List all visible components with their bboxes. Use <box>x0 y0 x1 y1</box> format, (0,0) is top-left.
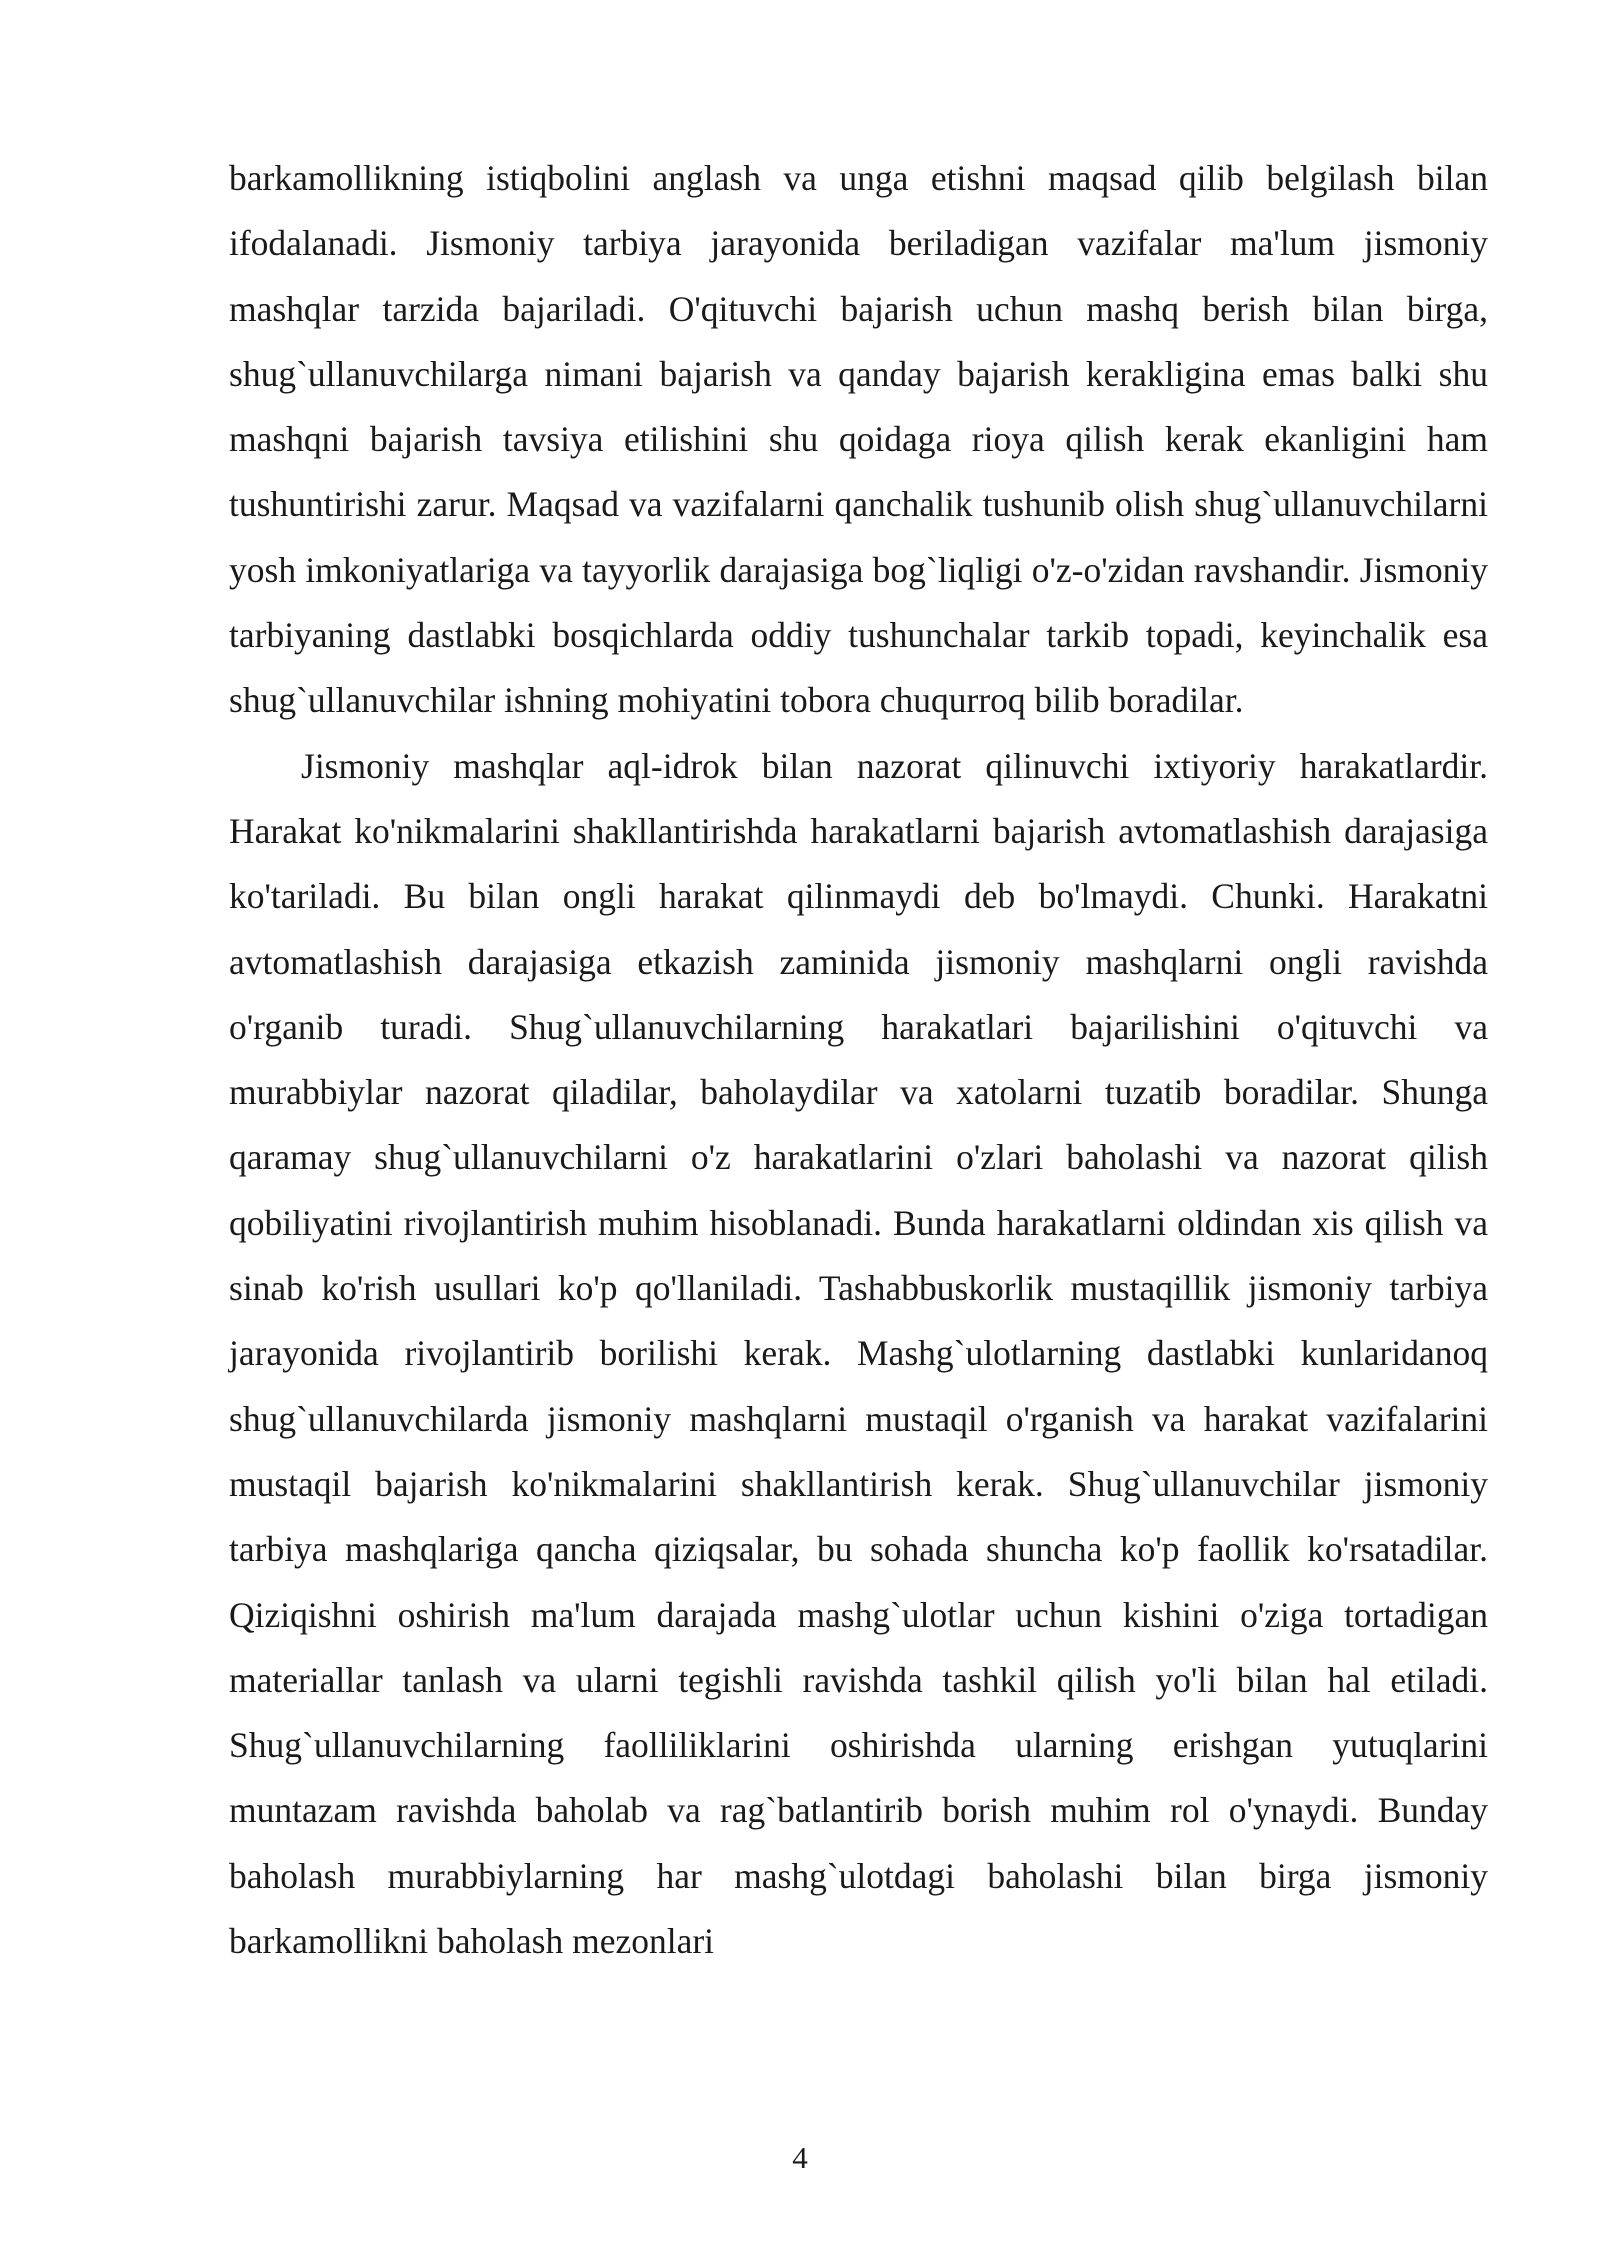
paragraph-continued: barkamollikning istiqbolini anglash va unga etishni maqsad qilib belgilash bilan ifodalanadi. Jismoniy tarbiya jarayonida beriladigan vazifalar ma'lum jismoniy mashqlar tarzida bajariladi. O'qituvchi bajarish uchun mashq berish bilan birga, shug`ullanuvchilarga nimani bajarish va qanday bajarish kerakligina emas balki shu mashqni bajarish tavsiya etilishini shu qoidaga rioya qilish kerak ekanligini ham tushuntirishi zarur. Maqsad va vazifalarni qanchalik tushunib olish shug`ullanuvchilarni yosh imkoniyatlariga va tayyorlik darajasiga bog`liqligi o'z-o'zidan ravshandir. Jismoniy tarbiyaning dastlabki bosqichlarda oddiy tushunchalar tarkib topadi, keyinchalik esa shug`ullanuvchilar ishning mohiyatini tobora chuqurroq bilib boradilar. <box>229 158 1488 721</box>
body-text <box>229 146 1488 1974</box>
page-number: 4 <box>792 2140 808 2175</box>
paragraph: Jismoniy mashqlar aql-idrok bilan nazorat qilinuvchi ixtiyoriy harakatlardir. Harakat ko'nikmalarini shakllantirishda harakatlarni bajarish avtomatlashish darajasiga ko'tariladi. Bu bilan ongli harakat qilinmaydi deb bo'lmaydi. Chunki. Harakatni avtomatlashish darajasiga etkazish zaminida jismoniy mashqlarni ongli ravishda o'rganib turadi. Shug`ullanuvchilarning harakatlari bajarilishini o'qituvchi va murabbiylar nazorat qiladilar, baholaydilar va xatolarni tuzatib boradilar. Shunga qaramay shug`ullanuvchilarni o'z harakatlarini o'zlari baholashi va nazorat qilish qobiliyatini rivojlantirish muhim hisoblanadi. Bunda harakatlarni oldindan xis qilish va sinab ko'rish usullari ko'p qo'llaniladi. Tashabbuskorlik mustaqillik jismoniy tarbiya jarayonida rivojlantirib borilishi kerak. Mashg`ulotlarning dastlabki kunlaridanoq shug`ullanuvchilarda jismoniy mashqlarni mustaqil o'rganish va harakat vazifalarini mustaqil bajarish ko'nikmalarini shakllantirish kerak. Shug`ullanuvchilar jismoniy tarbiya mashqlariga qancha qiziqsalar, bu sohada shuncha ko'p faollik ko'rsatadilar. Qiziqishni oshirish ma'lum darajada mashg`ulotlar uchun kishini o'ziga tortadigan materiallar tanlash va ularni tegishli ravishda tashkil qilish yo'li bilan hal etiladi. Shug`ullanuvchilarning faolliliklarini oshirishda ularning erishgan yutuqlarini muntazam ravishda baholab va rag`batlantirib borish muhim rol o'ynaydi. Bunday baholash murabbiylarning har mashg`ulotdagi baholashi bilan birga jismoniy barkamollikni baholash mezonlari <box>229 745 1488 1962</box>
